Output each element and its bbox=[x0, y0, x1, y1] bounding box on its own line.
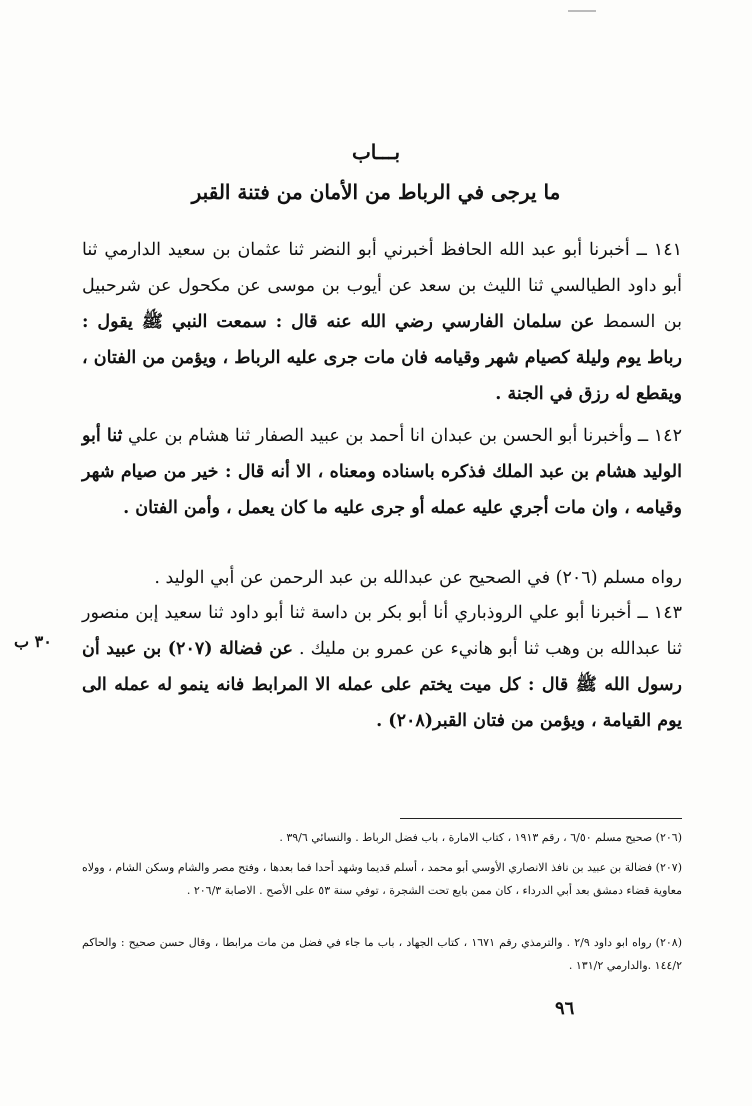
hadith-143-isnad: ١٤٣ ــ أخبرنا أبو علي الروذباري أنا أبو بكر بن داسة ثنا أبو داود ثنا سعيد إبن منصور ثنا عبدالله بن وهب ثنا أبو هانيء عن عمرو بن مليك . bbox=[82, 603, 682, 659]
hadith-141-matn: عن سلمان الفارسي رضي الله عنه قال : سمعت النبي ﷺ يقول : رباط يوم وليلة كصيام شهر وقيامه فان مات جرى عليه الرباط ، ويؤمن من الفتان ، ويقطع له رزق في الجنة . bbox=[82, 312, 682, 404]
hadith-141 bbox=[82, 232, 682, 412]
hadith-142-matn: ثنا أبو الوليد هشام بن عبد الملك فذكره باسناده ومعناه ، الا أنه قال : خير من صيام شهر وقيامه ، وان مات أجري عليه عمله أو جرى عليه ما كان يعمل ، وأمن الفتان . bbox=[82, 426, 682, 518]
chapter-heading: بـــاب bbox=[351, 140, 401, 164]
hadith-142 bbox=[82, 418, 682, 526]
scan-speck bbox=[568, 10, 596, 12]
manuscript-folio-note: ٣٠ ب bbox=[14, 632, 52, 651]
footnote-separator bbox=[400, 818, 682, 819]
footnote-206: (٢٠٦) صحيح مسلم ٦/٥٠ ، رقم ١٩١٣ ، كتاب الامارة ، باب فضل الرباط . والنسائي ٣٩/٦ . bbox=[279, 831, 682, 844]
hadith-143 bbox=[82, 595, 682, 739]
hadith-141-isnad: ١٤١ ــ أخبرنا أبو عبد الله الحافظ أخبرني أبو النضر ثنا عثمان بن سعيد الدارمي ثنا أبو داود الطيالسي ثنا الليث بن سعد عن أيوب بن موسى عن مكحول عن شرحبيل بن السمط bbox=[82, 240, 682, 332]
hadith-142-isnad: ١٤٢ ــ وأخبرنا أبو الحسن بن عبدان انا أحمد بن عبيد الصفار ثنا هشام بن علي bbox=[122, 426, 682, 446]
footnote-207: (٢٠٧) فضالة بن عبيد بن نافذ الانصاري الأوسي أبو محمد ، أسلم قديما وشهد أحدا فما بعدها ، وفتح مصر والشام وسكن الشام ، وولاه معاوية قضاء دمشق بعد أبي الدرداء ، كان ممن بايع تحت الشجرة ، توفي سنة ٥٣ على الأصح . الاصابة ٢٠٦/٣ . bbox=[82, 861, 682, 897]
hadith-143-matn: عن فضالة (٢٠٧) بن عبيد أن رسول الله ﷺ قال : كل ميت يختم على عمله الا المرابط فانه ينمو له عمله الى يوم القيامة ، ويؤمن من فتان القبر(٢٠٨) . bbox=[82, 639, 682, 731]
footnote-208: (٢٠٨) رواه ابو داود ٢/٩ . والترمذي رقم ١٦٧١ ، كتاب الجهاد ، باب ما جاء في فضل من مات مرابطا ، وقال حسن صحيح : والحاكم ١٤٤/٢ .والدارمي ١٣١/٢ . bbox=[82, 936, 682, 972]
chapter-title: ما يرجى في الرباط من الأمان من فتنة القبر bbox=[191, 180, 561, 204]
muslim-reference: رواه مسلم (٢٠٦) في الصحيح عن عبدالله بن عبد الرحمن عن أبي الوليد . bbox=[154, 568, 682, 588]
page-number: ٩٦ bbox=[555, 998, 575, 1019]
